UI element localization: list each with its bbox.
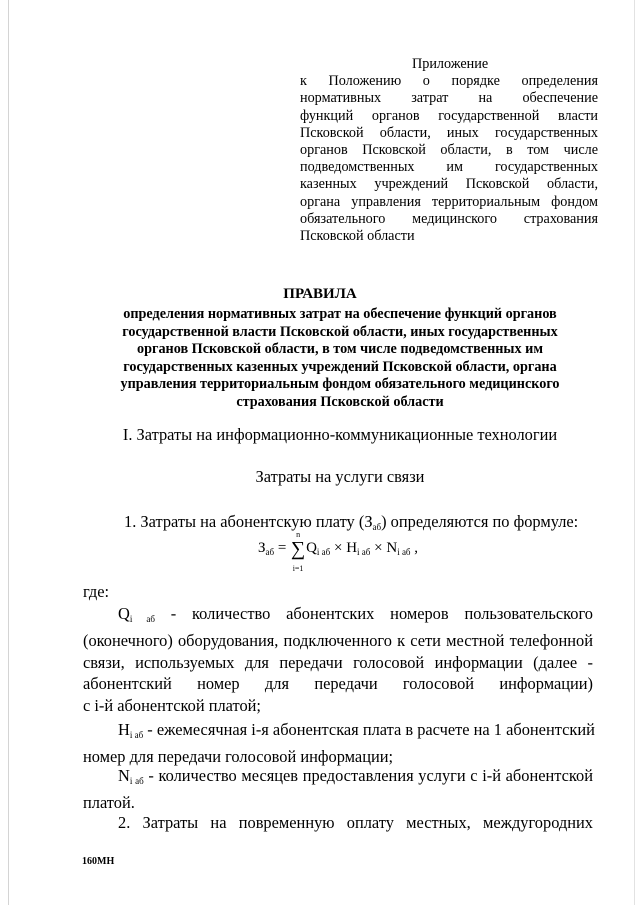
item-1-text	[124, 512, 578, 532]
formula-sigma: ∑	[290, 538, 306, 560]
definition-h-line: номер для передачи голосовой информации;	[83, 747, 394, 767]
definition-n	[83, 765, 593, 814]
rules-subtitle-line: государственных казенных учреждений Псковской области, органа	[123, 358, 557, 375]
rules-subtitle-line: государственной власти Псковской области, иных государственных	[122, 323, 558, 340]
formula-lhs-sub: аб	[265, 547, 275, 557]
definition-q-symbol: Q	[118, 604, 130, 623]
where-text: где:	[83, 582, 110, 601]
where-label	[83, 581, 593, 602]
appendix-title: Приложение	[412, 56, 489, 72]
definition-q-line: связи, используемых для передачи голосовой информации (далее -	[83, 652, 593, 672]
definition-n-text: - количество месяцев предоставления услуги с i-й абонентской	[143, 766, 594, 785]
formula-q-sub: i аб	[316, 547, 331, 557]
item-1-lead: 1. Затраты на абонентскую плату (	[124, 512, 365, 531]
item-1-symbol-sub: аб	[372, 522, 382, 532]
item-1-tail: ) определяются по формуле:	[381, 512, 579, 531]
formula-lhs: З	[258, 540, 266, 556]
definition-q-line: абонентский номер для передачи голосовой информации)	[83, 674, 593, 694]
definition-n-line: платой.	[83, 793, 135, 813]
formula-n: N	[386, 540, 398, 556]
scan-edge-right	[634, 0, 635, 905]
item-2	[83, 812, 593, 833]
rules-subtitle-line: управления территориальным фондом обязательного медицинского	[120, 376, 560, 393]
subsection-heading: Затраты на услуги связи	[255, 467, 425, 486]
definition-h-text: - ежемесячная i-я абонентская плата в расчете на 1 абонентский	[143, 720, 595, 739]
item-2-line: 2. Затраты на повременную оплату местных, междугородних	[118, 813, 593, 832]
formula-h-sub: i аб	[357, 547, 371, 557]
definition-q-sub: i аб	[129, 614, 155, 624]
rules-subtitle-line: страхования Псковской области	[236, 393, 444, 410]
formula-end: ,	[410, 540, 419, 556]
appendix-line: обязательного медицинского страхования	[300, 210, 598, 227]
appendix-line: Псковской области, иных государственных	[300, 124, 598, 141]
rules-title: ПРАВИЛА	[283, 286, 357, 302]
appendix-line: нормативных затрат на обеспечение	[300, 90, 598, 107]
section-heading: I. Затраты на информационно-коммуникационные технологии	[122, 425, 558, 444]
appendix-line: к Положению о порядке определения	[300, 73, 598, 90]
definition-n-sub: i аб	[129, 776, 144, 786]
definition-h-sub: i аб	[129, 730, 144, 740]
formula-q: Q	[306, 540, 317, 556]
appendix-line: органа управления территориальным фондом	[300, 193, 598, 210]
formula-sum-upper: n	[296, 530, 301, 539]
scan-edge-left	[8, 0, 9, 905]
definition-h	[83, 719, 593, 768]
appendix-line: органов Псковской области, в том числе	[300, 142, 598, 159]
definition-q-line	[83, 603, 593, 630]
appendix-line: казенных учреждений Псковской области,	[300, 176, 598, 193]
formula-sum	[290, 530, 306, 573]
definition-q	[83, 603, 593, 716]
definition-q-line: с i-й абонентской платой;	[83, 695, 261, 715]
definition-h-symbol: H	[118, 720, 130, 739]
formula-times-2: ×	[370, 540, 387, 556]
appendix-line: функций органов государственной власти	[300, 107, 598, 124]
formula-n-sub: i аб	[397, 547, 411, 557]
formula	[258, 530, 419, 573]
appendix-block	[300, 56, 598, 245]
item-1-symbol: З	[364, 512, 373, 531]
rules-subtitle-line: органов Псковской области, в том числе подведомственных им	[137, 341, 543, 358]
formula-times-1: ×	[330, 540, 347, 556]
rules-subtitle	[90, 306, 590, 412]
definition-n-line	[83, 765, 593, 792]
formula-eq: =	[274, 540, 291, 556]
appendix-line: подведомственных им государственных	[300, 159, 598, 176]
definition-q-text: - количество абонентских номеров пользовательского	[154, 604, 593, 623]
definition-q-line: (оконечного) оборудования, подключенного к сети местной телефонной	[83, 631, 593, 651]
footer-code: 160МН	[82, 856, 115, 867]
appendix-line: Псковской области	[300, 228, 415, 245]
definition-n-symbol: N	[118, 766, 130, 785]
rules-subtitle-line: определения нормативных затрат на обеспечение функций органов	[123, 306, 557, 322]
definition-h-line	[83, 719, 593, 746]
formula-sum-lower: i=1	[292, 564, 304, 573]
formula-h: H	[346, 540, 358, 556]
